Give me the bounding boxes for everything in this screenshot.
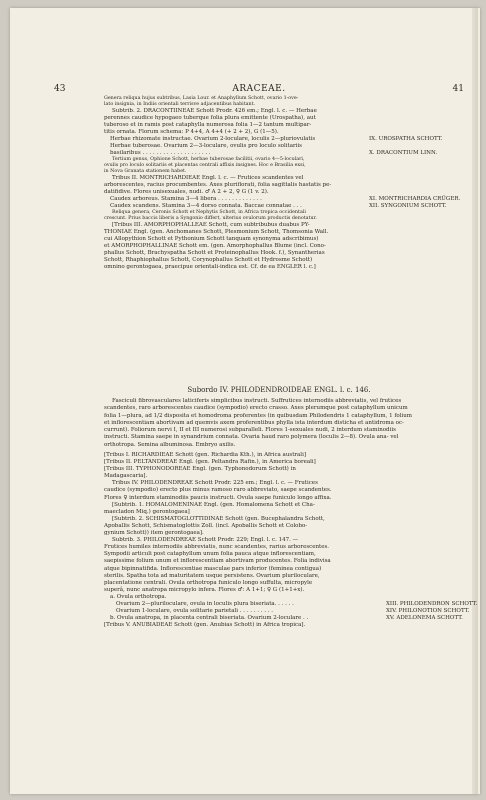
section-heading: Subordo IV. PHILODENDROIDEAE ENGL. l. c. 146. bbox=[187, 386, 371, 394]
text-line: Tertium genus, Ophione Schott, herbae tuberosae facilitii, ovario 4—5-loculari, bbox=[112, 157, 305, 162]
text-line: superâ, nunc anatropa micropylo infera. Flores ♂: A 1+1; ♀ G (1+1+x). bbox=[104, 586, 305, 593]
text-line: ovulis pro loculo solitariis et placentas centrali affixis insignes. Hoc e Brasilia exsi, bbox=[104, 163, 306, 168]
text-line: gynium Schott)) item gerontogaea]. bbox=[104, 530, 204, 537]
text-line: basilaribus . . . . . . . . . . . . . . . . . . . . bbox=[110, 150, 211, 156]
text-line: [Subtrib. 1. HOMALOMENINAE Engl. (gen. Homalomena Schott et Cha- bbox=[112, 501, 315, 508]
text-line: [Tribus II. PELTANDREAE Engl. (gen. Peltandra Rafin.), in America boreali] bbox=[104, 459, 316, 466]
text-line: lato insignia, in Indiis orientali terrisve adjacentibus habitant. bbox=[104, 102, 256, 107]
text-line: tuberoso et in ramis post cataphylla numerosa folia 1—2 tantum multipar- bbox=[104, 122, 312, 128]
text-line: Tribus IV. PHILODENDREAE Schott Prodr. 225 em.; Engl. l. c. — Frutices bbox=[112, 480, 318, 487]
text-line: orthotropa. Semina albuminosa. Embryo axilis. bbox=[104, 441, 236, 448]
text-line: maecladon Miq.) gerontogaea] bbox=[104, 508, 190, 515]
page-header bbox=[54, 84, 464, 96]
lower-text bbox=[104, 452, 478, 629]
text-line: Reliqua genera, Ceronis Schott et Nephytis Schott, in Africa tropica occidentali bbox=[112, 210, 306, 215]
text-line: et AMORPHOPHALLINAE Schott em. (gen. Amorphophallus Blume (incl. Cono- bbox=[104, 243, 326, 249]
text-line: Tribus II. MONTRICHARDIEAE Engl. l. c. — Frutices scandentes vel bbox=[112, 175, 304, 181]
text-line: in Nova Granata stationem habet. bbox=[104, 169, 187, 174]
genus-syngonium: XII. SYNGONIUM SCHOTT. bbox=[369, 203, 447, 209]
text-line: omnino gerontogaea, praecipue orientali-indica est. Cf. de ea ENGLER l. c.] bbox=[104, 264, 316, 270]
text-line: [Tribus III. AMORPHOPHALLEAE Schott, cum subtribubus duabus PY- bbox=[112, 222, 310, 228]
key-row bbox=[104, 136, 454, 143]
text-line: [Tribus V. ANUBIADEAE Schott (gen. Anubias Schott) in Africa tropica]. bbox=[104, 622, 306, 629]
text-line: atque bipinnatifida. Inflorescentiae masculae pars inferior (feminea contigua) bbox=[104, 565, 322, 572]
text-line: [Tribus III. TYPHONODOREAE Engl. (gen. Typhonodorum Schott) in bbox=[104, 466, 296, 473]
text-line: titis ornata. Florum schema: P 4+4, A 4+4 (+ 2 + 2), G (1—5). bbox=[104, 129, 279, 135]
key-row bbox=[104, 203, 454, 210]
text-line: currunt). Foliorum nervi I, II et III numerosi subparalleli. Flores 1-sexuales nudi, 2 interdum staminodiis bbox=[104, 427, 396, 434]
text-line: et inflorescentiam abortivam ad quemvis axem proferentibus phylla ista interdum disticha et antidroma oc- bbox=[104, 419, 404, 426]
text-line: Flores ♀ interdum staminodiis paucis instructi. Ovula saepe funiculo longo affixa. bbox=[104, 494, 332, 501]
text-line: crescunt. Prius baccis liberis a Syngonio differt, ulterius ovulorum productis denotatur. bbox=[104, 216, 317, 221]
text-line: scandentes, raro arborescentes caudice (sympodio) erecto crasso. Axes plerumque post cataphyllum unicum bbox=[104, 405, 408, 412]
text-line: datifidive. Flores unisexuales, nudi. ♂ A 2 + 2, ♀ G (1 v. 2). bbox=[104, 189, 269, 195]
key-row bbox=[104, 150, 454, 157]
text-line: Sympodii articuli post cataphyllum unum folia pauca atque inflorescentiam, bbox=[104, 551, 316, 558]
genus-urospatha: IX. UROSPATHA SCHOTT. bbox=[369, 136, 443, 142]
text-line: [Subtrib. 2. SCHISMATOGLOTTIDINAE Schott (gen. Bucephalandra Schott, bbox=[112, 515, 325, 522]
text-line: placentatione centrali. Ovula orthotropa funiculo longo suffulta, micropyle bbox=[104, 579, 313, 586]
text-line: folia 1—plura, ad 1/2 disposita et homodroma proferentes (in quibusdam Philodendris 1 cataphyllum, 1 folium bbox=[104, 412, 412, 419]
text-line: b. Ovula anatropa, in placenta centrali biseriata. Ovarium 2-loculare . . bbox=[110, 615, 309, 622]
upper-text bbox=[104, 96, 461, 271]
text-line: Herbae rhizomate instructae. Ovarium 2-loculare, loculis 2—pluriovulatis bbox=[110, 136, 316, 142]
text-line: Frutices humiles internodiis abbreviatis, nunc scandentes, rarius arborescentes. bbox=[104, 544, 330, 551]
page-number-left: 43 bbox=[54, 84, 66, 94]
page-edge bbox=[472, 8, 478, 794]
text-line: caudice (sympodio) erecto plus minus ramoso raro abbreviato, saepe scandentes. bbox=[104, 487, 332, 494]
text-line: THONIAE Engl. (gen. Anchomanes Schott, Plesmonium Schott, Thomsonia Wall. bbox=[104, 229, 329, 235]
text-line: Caudex arboreus. Stamina 3—4 libera . . . . . . . . . . . . . bbox=[110, 196, 262, 202]
running-title: ARACEAE. bbox=[232, 84, 286, 94]
key-row bbox=[104, 196, 461, 203]
text-line: Schott, Rhaphiophallus Schott, Corynophallus Schott et Hydrosme Schott) bbox=[104, 257, 313, 263]
genus-dracontium: X. DRACONTIUM LINN. bbox=[369, 150, 438, 156]
text-line: saepissime folium unum et inflorescentiam abortivam producentes. Folia indivisa bbox=[104, 558, 331, 565]
text-line: Madagascaria]. bbox=[104, 473, 148, 480]
text-line: Caudex scandens. Stamina 3—4 dorso connata. Baccae connatae . . . bbox=[110, 203, 302, 209]
text-line: Ovarium 1-loculare, ovula solitarie parietali . . . . . . . . . . bbox=[116, 608, 273, 615]
text-line: instructi. Stamina saepe in synandrium connata. Ovaria haud raro polymera (loculis 2—8). Ovula ana- vel bbox=[104, 434, 399, 441]
key-row bbox=[104, 615, 463, 622]
text-line: Apoballis Schott, Schismatoglottis Zoll. (incl. Apoballis Schott et Colobo- bbox=[104, 522, 308, 529]
genus-philonotion: XIV. PHILONOTION SCHOTT. bbox=[386, 608, 470, 615]
text-line: cui Allopythion Schott et Pythonium Schott tanquam synonyma adscribimus) bbox=[104, 236, 319, 242]
text-line: Ovarium 2—pluriloculare, ovula in loculis plura biseriata. . . . . . bbox=[116, 600, 294, 607]
text-line: a. Ovula orthotropa. bbox=[110, 593, 167, 600]
genus-montrichardia: XI. MONTRICHARDIA CRÜGER. bbox=[369, 196, 461, 202]
text-line: phallus Schott, Brachyspatha Schott et Proteinophallus Hook. f.), Synantherias bbox=[104, 250, 325, 256]
text-line: Fasciculi fibrovasculares laticiferis simplicibus instructi. Suffrutices internodiis abbreviatis, vel frutices bbox=[112, 398, 402, 404]
text-line: arborescentes, racius procumbentes. Axes pluriflorati, folia sagittalis hastatis pe- bbox=[104, 182, 332, 188]
text-line: Subtrib. 2. DRACONTIINEAE Schott Prodr. 426 em.; Engl. l. c. — Herbae bbox=[112, 108, 317, 114]
genus-adelonema: XV. ADELONEMA SCHOTT. bbox=[386, 615, 463, 622]
genus-philodendron: XIII. PHILODENDRON SCHOTT. bbox=[386, 600, 478, 607]
text-line: perennes caudice hypogaeo tuberque folia plura emittente (Urospatha), aut bbox=[104, 115, 316, 121]
subordo-description bbox=[104, 398, 454, 449]
text-line: [Tribus I. RICHARDIEAE Schott (gen. Richardia Kth.), in Africa australi] bbox=[104, 452, 306, 458]
text-line: Subtrib. 3. PHILODENDREAE Schott Prodr. 229; Engl. l. c. 147. — bbox=[112, 537, 299, 544]
text-line: sterilis. Spatha tota ad maturitatem usque persistens. Ovarium pluriloculare, bbox=[104, 572, 320, 579]
key-row bbox=[104, 600, 478, 608]
text-line: Genera reliqua hujus subtribus, Lasia Lour. et Anaphyllum Schott, ovario 1-ove- bbox=[104, 96, 299, 101]
page-number-right: 41 bbox=[452, 84, 464, 94]
key-row bbox=[104, 608, 470, 615]
text-line: Herbae tuberosae. Ovarium 2—3-loculare, ovulis pro loculo solitariis bbox=[110, 143, 302, 149]
